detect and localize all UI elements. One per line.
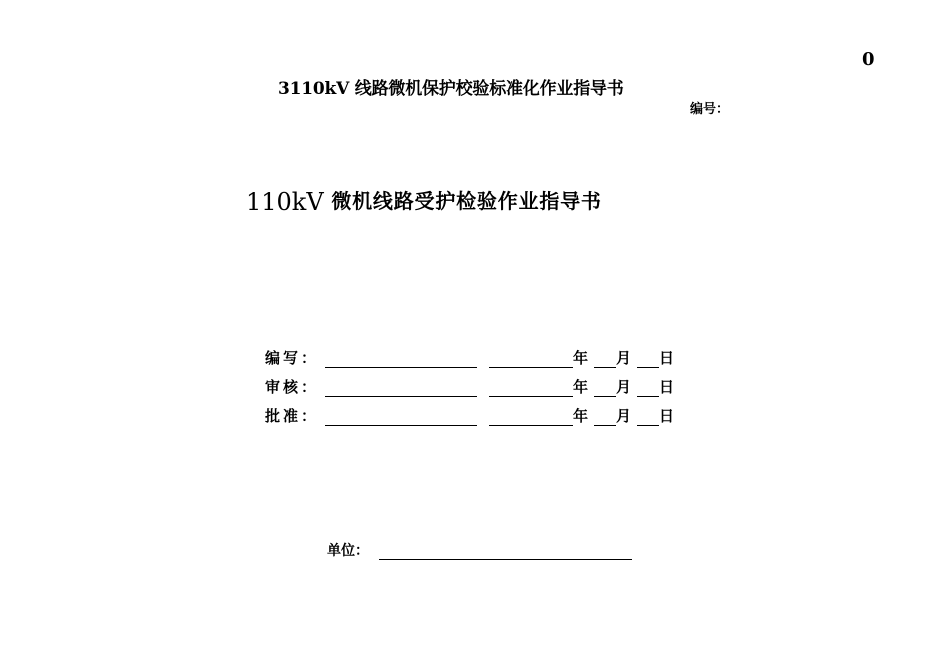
role-label-approve: 批准：: [265, 407, 320, 425]
month-label: 月: [616, 378, 632, 396]
month-line: [594, 411, 616, 426]
day-line: [637, 382, 659, 397]
day-label: 日: [659, 407, 675, 425]
header-title: 3110kV 线路微机保护校验标准化作业指导书: [278, 79, 624, 99]
month-label: 月: [616, 349, 632, 367]
main-title-text: 微机线路受护检验作业指导书: [331, 189, 602, 213]
signature-line: [325, 382, 477, 397]
year-line: [489, 353, 573, 368]
signature-line: [325, 353, 477, 368]
role-label-compile: 编写：: [265, 349, 320, 367]
unit-line: [379, 545, 632, 560]
month-label: 月: [616, 407, 632, 425]
signature-line: [325, 411, 477, 426]
signature-table: [265, 339, 674, 426]
main-title: [246, 185, 602, 216]
month-line: [594, 382, 616, 397]
month-line: [594, 353, 616, 368]
sign-row-approve: [265, 397, 674, 426]
year-label: 年: [573, 378, 589, 396]
year-label: 年: [573, 349, 589, 367]
role-label-review: 审核：: [265, 378, 320, 396]
sign-row-review: [265, 368, 674, 397]
sign-row-compile: [265, 339, 674, 368]
year-label: 年: [573, 407, 589, 425]
doc-number-label: 编号：: [690, 102, 730, 117]
day-label: 日: [659, 378, 675, 396]
year-line: [489, 411, 573, 426]
day-label: 日: [659, 349, 675, 367]
day-line: [637, 411, 659, 426]
unit-label: 单位：: [327, 543, 369, 559]
day-line: [637, 353, 659, 368]
main-title-prefix: 110kV: [246, 188, 324, 216]
unit-row: [327, 540, 632, 560]
page-number: 0: [862, 49, 875, 70]
year-line: [489, 382, 573, 397]
